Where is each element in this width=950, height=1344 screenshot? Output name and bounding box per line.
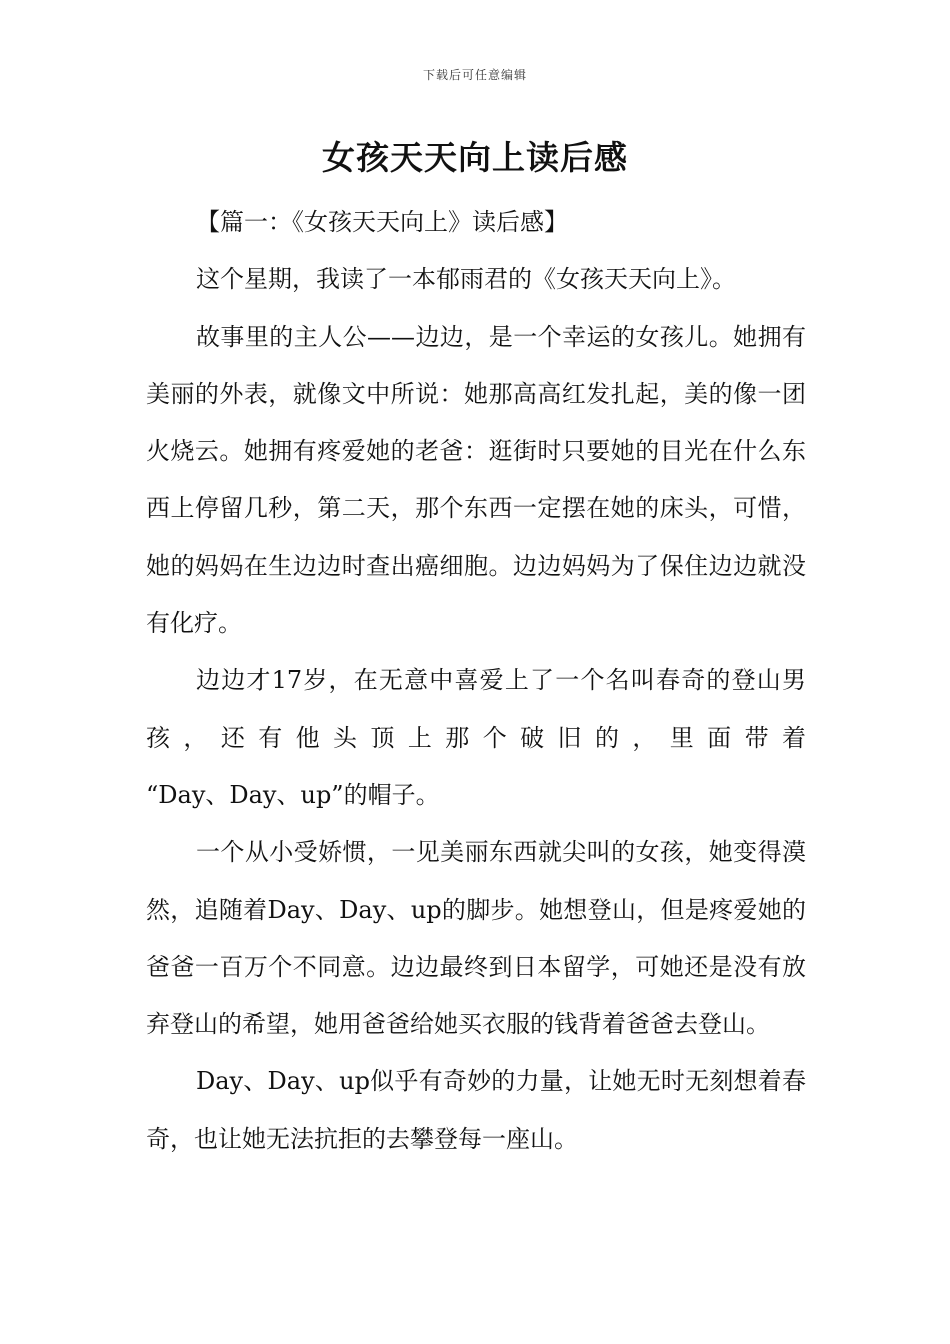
paragraph: 故事里的主人公——边边，是一个幸运的女孩儿。她拥有美丽的外表，就像文中所说：她那高高红发扎起，美的像一团火烧云。她拥有疼爱她的老爸：逛街时只要她的目光在什么东西上停留几秒，第二天，那个东西一定摆在她的床头，可惜，她的妈妈在生边边时查出癌细胞。边边妈妈为了保住边边就没有化疗。	[146, 322, 806, 638]
paragraph: 一个从小受娇惯，一见美丽东西就尖叫的女孩，她变得漠然，追随着Day、Day、up的脚步。她想登山，但是疼爱她的爸爸一百万个不同意。边边最终到日本留学，可她还是没有放弃登山的希望，她用爸爸给她买衣服的钱背着爸爸去登山。	[146, 838, 806, 1039]
paragraph-continuation: “Day、Day、up”的帽子。	[146, 780, 440, 809]
paragraph: 这个星期，我读了一本郁雨君的《女孩天天向上》。	[196, 265, 736, 294]
header-note: 下载后可任意编辑	[422, 68, 527, 82]
document-title: 女孩天天向上读后感	[322, 138, 628, 177]
paragraph: 边边才17岁，在无意中喜爱上了一个名叫春奇的登山男孩，还有他头顶上那个破旧的，里面带着	[146, 666, 806, 752]
section-heading: 【篇一：《女孩天天向上》读后感】	[196, 208, 568, 236]
document-body	[146, 194, 806, 1168]
paragraph: Day、Day、up似乎有奇妙的力量，让她无时无刻想着春奇，也让她无法抗拒的去攀登每一座山。	[146, 1067, 806, 1153]
